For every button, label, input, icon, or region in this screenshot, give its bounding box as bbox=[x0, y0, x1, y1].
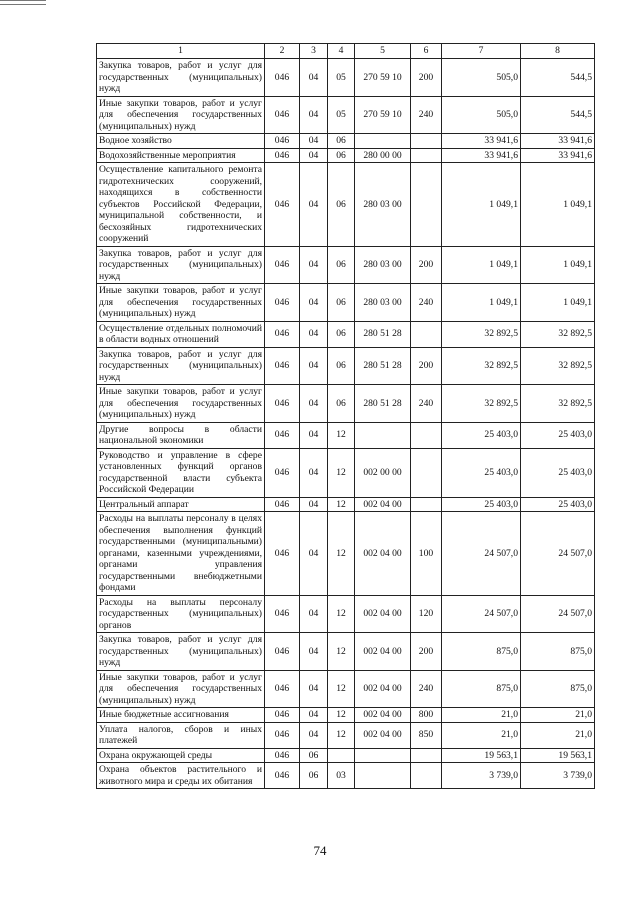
cell-section: 04 bbox=[300, 422, 328, 448]
cell-name: Руководство и управление в сфере установленных функций органов государственной власти субъекта Российской Федерации bbox=[97, 448, 265, 497]
cell-name: Охрана окружающей среды bbox=[97, 748, 265, 763]
cell-ministry: 046 bbox=[265, 246, 300, 284]
cell-amount-a: 25 403,0 bbox=[442, 448, 521, 497]
cell-amount-b: 25 403,0 bbox=[521, 448, 595, 497]
cell-target: 280 51 28 bbox=[355, 347, 411, 385]
cell-expense-type: 850 bbox=[411, 722, 442, 748]
cell-amount-a: 1 049,1 bbox=[442, 246, 521, 284]
cell-expense-type bbox=[411, 163, 442, 247]
cell-name: Охрана объектов растительного и животного мира и среды их обитания bbox=[97, 763, 265, 789]
cell-section: 04 bbox=[300, 633, 328, 671]
cell-amount-b: 875,0 bbox=[521, 670, 595, 708]
header-row bbox=[97, 44, 595, 59]
cell-ministry: 046 bbox=[265, 748, 300, 763]
cell-ministry: 046 bbox=[265, 385, 300, 423]
cell-target bbox=[355, 748, 411, 763]
cell-section: 04 bbox=[300, 59, 328, 97]
cell-target: 002 00 00 bbox=[355, 448, 411, 497]
cell-amount-b: 1 049,1 bbox=[521, 163, 595, 247]
cell-amount-b: 32 892,5 bbox=[521, 385, 595, 423]
cell-section: 04 bbox=[300, 497, 328, 512]
cell-name: Иные закупки товаров, работ и услуг для обеспечения государственных (муниципальных) нужд bbox=[97, 670, 265, 708]
cell-ministry: 046 bbox=[265, 284, 300, 322]
cell-amount-b: 21,0 bbox=[521, 722, 595, 748]
cell-section: 04 bbox=[300, 512, 328, 596]
cell-amount-a: 24 507,0 bbox=[442, 595, 521, 633]
cell-amount-b: 19 563,1 bbox=[521, 748, 595, 763]
cell-amount-b: 25 403,0 bbox=[521, 497, 595, 512]
cell-amount-a: 25 403,0 bbox=[442, 422, 521, 448]
cell-section: 04 bbox=[300, 163, 328, 247]
cell-expense-type bbox=[411, 134, 442, 149]
cell-subsection bbox=[328, 748, 355, 763]
cell-amount-a: 25 403,0 bbox=[442, 497, 521, 512]
cell-amount-b: 21,0 bbox=[521, 708, 595, 723]
cell-expense-type: 100 bbox=[411, 512, 442, 596]
cell-expense-type: 120 bbox=[411, 595, 442, 633]
cell-ministry: 046 bbox=[265, 512, 300, 596]
cell-ministry: 046 bbox=[265, 633, 300, 671]
table-row bbox=[97, 163, 595, 247]
cell-ministry: 046 bbox=[265, 708, 300, 723]
cell-section: 04 bbox=[300, 595, 328, 633]
table-row bbox=[97, 385, 595, 423]
cell-target: 002 04 00 bbox=[355, 708, 411, 723]
table-row bbox=[97, 246, 595, 284]
header-col-2: 2 bbox=[265, 44, 300, 59]
cell-expense-type: 800 bbox=[411, 708, 442, 723]
table-row bbox=[97, 284, 595, 322]
cell-subsection: 05 bbox=[328, 96, 355, 134]
cell-ministry: 046 bbox=[265, 96, 300, 134]
cell-subsection: 12 bbox=[328, 512, 355, 596]
cell-amount-a: 875,0 bbox=[442, 670, 521, 708]
cell-amount-b: 1 049,1 bbox=[521, 246, 595, 284]
cell-ministry: 046 bbox=[265, 422, 300, 448]
cell-amount-b: 544,5 bbox=[521, 59, 595, 97]
cell-target: 280 03 00 bbox=[355, 284, 411, 322]
cell-subsection: 06 bbox=[328, 134, 355, 149]
cell-subsection: 06 bbox=[328, 347, 355, 385]
table-row bbox=[97, 148, 595, 163]
table-row bbox=[97, 748, 595, 763]
cell-amount-b: 33 941,6 bbox=[521, 148, 595, 163]
cell-ministry: 046 bbox=[265, 722, 300, 748]
cell-ministry: 046 bbox=[265, 497, 300, 512]
cell-section: 04 bbox=[300, 246, 328, 284]
cell-expense-type: 200 bbox=[411, 347, 442, 385]
cell-target: 270 59 10 bbox=[355, 59, 411, 97]
cell-name: Уплата налогов, сборов и иных платежей bbox=[97, 722, 265, 748]
cell-section: 04 bbox=[300, 448, 328, 497]
cell-expense-type bbox=[411, 497, 442, 512]
cell-name: Расходы на выплаты персоналу в целях обеспечения выполнения функций государственными (муниципальными) органами, казенными учреждениями, органами управления государственными внебюджетными фондами bbox=[97, 512, 265, 596]
cell-subsection: 12 bbox=[328, 722, 355, 748]
cell-name: Иные закупки товаров, работ и услуг для обеспечения государственных (муниципальных) нужд bbox=[97, 385, 265, 423]
cell-amount-a: 32 892,5 bbox=[442, 385, 521, 423]
cell-target: 002 04 00 bbox=[355, 722, 411, 748]
cell-subsection: 06 bbox=[328, 163, 355, 247]
table-row bbox=[97, 347, 595, 385]
cell-subsection: 12 bbox=[328, 422, 355, 448]
cell-amount-b: 3 739,0 bbox=[521, 763, 595, 789]
table-body bbox=[97, 59, 595, 789]
cell-amount-a: 21,0 bbox=[442, 722, 521, 748]
table-row bbox=[97, 422, 595, 448]
cell-ministry: 046 bbox=[265, 134, 300, 149]
cell-amount-a: 19 563,1 bbox=[442, 748, 521, 763]
table-row bbox=[97, 670, 595, 708]
table-row bbox=[97, 708, 595, 723]
cell-amount-b: 24 507,0 bbox=[521, 512, 595, 596]
cell-ministry: 046 bbox=[265, 595, 300, 633]
cell-name: Осуществление отдельных полномочий в области водных отношений bbox=[97, 321, 265, 347]
table-row bbox=[97, 448, 595, 497]
cell-section: 06 bbox=[300, 763, 328, 789]
cell-section: 04 bbox=[300, 321, 328, 347]
cell-amount-a: 505,0 bbox=[442, 96, 521, 134]
cell-target bbox=[355, 134, 411, 149]
cell-name: Закупка товаров, работ и услуг для государственных (муниципальных) нужд bbox=[97, 59, 265, 97]
cell-ministry: 046 bbox=[265, 321, 300, 347]
cell-subsection: 12 bbox=[328, 497, 355, 512]
cell-expense-type: 240 bbox=[411, 284, 442, 322]
table-row bbox=[97, 722, 595, 748]
table-row bbox=[97, 595, 595, 633]
cell-target: 280 51 28 bbox=[355, 385, 411, 423]
cell-section: 04 bbox=[300, 708, 328, 723]
table-row bbox=[97, 59, 595, 97]
cell-target: 002 04 00 bbox=[355, 497, 411, 512]
cell-expense-type: 200 bbox=[411, 633, 442, 671]
cell-subsection: 06 bbox=[328, 284, 355, 322]
cell-expense-type: 240 bbox=[411, 670, 442, 708]
table-row bbox=[97, 763, 595, 789]
budget-table bbox=[96, 43, 595, 789]
cell-name: Закупка товаров, работ и услуг для государственных (муниципальных) нужд bbox=[97, 633, 265, 671]
table-row bbox=[97, 321, 595, 347]
cell-expense-type bbox=[411, 422, 442, 448]
cell-target: 002 04 00 bbox=[355, 633, 411, 671]
cell-subsection: 03 bbox=[328, 763, 355, 789]
cell-amount-a: 24 507,0 bbox=[442, 512, 521, 596]
cell-target bbox=[355, 422, 411, 448]
cell-amount-b: 875,0 bbox=[521, 633, 595, 671]
cell-name: Центральный аппарат bbox=[97, 497, 265, 512]
cell-expense-type: 240 bbox=[411, 96, 442, 134]
cell-section: 04 bbox=[300, 148, 328, 163]
cell-name: Закупка товаров, работ и услуг для государственных (муниципальных) нужд bbox=[97, 347, 265, 385]
table-row bbox=[97, 96, 595, 134]
cell-amount-b: 1 049,1 bbox=[521, 284, 595, 322]
cell-amount-a: 32 892,5 bbox=[442, 321, 521, 347]
cell-amount-b: 33 941,6 bbox=[521, 134, 595, 149]
cell-target: 002 04 00 bbox=[355, 670, 411, 708]
cell-amount-a: 875,0 bbox=[442, 633, 521, 671]
cell-target: 280 03 00 bbox=[355, 163, 411, 247]
cell-amount-b: 544,5 bbox=[521, 96, 595, 134]
cell-target bbox=[355, 763, 411, 789]
cell-amount-b: 32 892,5 bbox=[521, 347, 595, 385]
table-row bbox=[97, 497, 595, 512]
cell-subsection: 05 bbox=[328, 59, 355, 97]
cell-section: 04 bbox=[300, 347, 328, 385]
cell-name: Водохозяйственные мероприятия bbox=[97, 148, 265, 163]
cell-target: 270 59 10 bbox=[355, 96, 411, 134]
cell-expense-type: 200 bbox=[411, 59, 442, 97]
cell-target: 280 03 00 bbox=[355, 246, 411, 284]
cell-section: 04 bbox=[300, 670, 328, 708]
cell-ministry: 046 bbox=[265, 59, 300, 97]
cell-subsection: 12 bbox=[328, 708, 355, 723]
cell-name: Иные бюджетные ассигнования bbox=[97, 708, 265, 723]
cell-expense-type bbox=[411, 448, 442, 497]
header-col-4: 4 bbox=[328, 44, 355, 59]
cell-expense-type bbox=[411, 763, 442, 789]
cell-amount-a: 1 049,1 bbox=[442, 163, 521, 247]
cell-ministry: 046 bbox=[265, 448, 300, 497]
cell-section: 04 bbox=[300, 96, 328, 134]
header-col-8: 8 bbox=[521, 44, 595, 59]
cell-subsection: 12 bbox=[328, 448, 355, 497]
cell-amount-a: 21,0 bbox=[442, 708, 521, 723]
cell-name: Расходы на выплаты персоналу государственных (муниципальных) органов bbox=[97, 595, 265, 633]
cell-name: Другие вопросы в области национальной экономики bbox=[97, 422, 265, 448]
cell-name: Иные закупки товаров, работ и услуг для обеспечения государственных (муниципальных) нужд bbox=[97, 284, 265, 322]
cell-target: 002 04 00 bbox=[355, 512, 411, 596]
cell-name: Водное хозяйство bbox=[97, 134, 265, 149]
cell-section: 04 bbox=[300, 385, 328, 423]
cell-amount-a: 505,0 bbox=[442, 59, 521, 97]
cell-amount-a: 33 941,6 bbox=[442, 134, 521, 149]
cell-expense-type bbox=[411, 748, 442, 763]
cell-target: 280 00 00 bbox=[355, 148, 411, 163]
cell-subsection: 06 bbox=[328, 321, 355, 347]
cell-section: 04 bbox=[300, 722, 328, 748]
cell-name: Иные закупки товаров, работ и услуг для обеспечения государственных (муниципальных) нужд bbox=[97, 96, 265, 134]
header-col-3: 3 bbox=[300, 44, 328, 59]
cell-amount-a: 3 739,0 bbox=[442, 763, 521, 789]
cell-amount-a: 32 892,5 bbox=[442, 347, 521, 385]
page-number: 74 bbox=[313, 843, 327, 858]
cell-section: 04 bbox=[300, 134, 328, 149]
cell-section: 04 bbox=[300, 284, 328, 322]
table-row bbox=[97, 633, 595, 671]
cell-amount-b: 32 892,5 bbox=[521, 321, 595, 347]
cell-amount-a: 33 941,6 bbox=[442, 148, 521, 163]
cell-name: Закупка товаров, работ и услуг для государственных (муниципальных) нужд bbox=[97, 246, 265, 284]
cell-subsection: 12 bbox=[328, 595, 355, 633]
header-col-1: 1 bbox=[97, 44, 265, 59]
header-col-6: 6 bbox=[411, 44, 442, 59]
cell-ministry: 046 bbox=[265, 163, 300, 247]
corner-mark bbox=[0, 0, 46, 5]
cell-expense-type: 240 bbox=[411, 385, 442, 423]
header-col-5: 5 bbox=[355, 44, 411, 59]
cell-expense-type bbox=[411, 148, 442, 163]
cell-name: Осуществление капитального ремонта гидротехнических сооружений, находящихся в собственности субъектов Российской Федерации, муниципальной собственности, и бесхозяйных гидротехнических сооружений bbox=[97, 163, 265, 247]
cell-target: 002 04 00 bbox=[355, 595, 411, 633]
cell-ministry: 046 bbox=[265, 148, 300, 163]
cell-ministry: 046 bbox=[265, 347, 300, 385]
cell-expense-type bbox=[411, 321, 442, 347]
cell-subsection: 06 bbox=[328, 246, 355, 284]
table-row bbox=[97, 512, 595, 596]
cell-section: 06 bbox=[300, 748, 328, 763]
cell-amount-b: 24 507,0 bbox=[521, 595, 595, 633]
cell-subsection: 12 bbox=[328, 633, 355, 671]
cell-subsection: 06 bbox=[328, 148, 355, 163]
header-col-7: 7 bbox=[442, 44, 521, 59]
cell-amount-a: 1 049,1 bbox=[442, 284, 521, 322]
table-row bbox=[97, 134, 595, 149]
cell-amount-b: 25 403,0 bbox=[521, 422, 595, 448]
cell-ministry: 046 bbox=[265, 670, 300, 708]
cell-target: 280 51 28 bbox=[355, 321, 411, 347]
cell-subsection: 06 bbox=[328, 385, 355, 423]
cell-ministry: 046 bbox=[265, 763, 300, 789]
cell-subsection: 12 bbox=[328, 670, 355, 708]
cell-expense-type: 200 bbox=[411, 246, 442, 284]
